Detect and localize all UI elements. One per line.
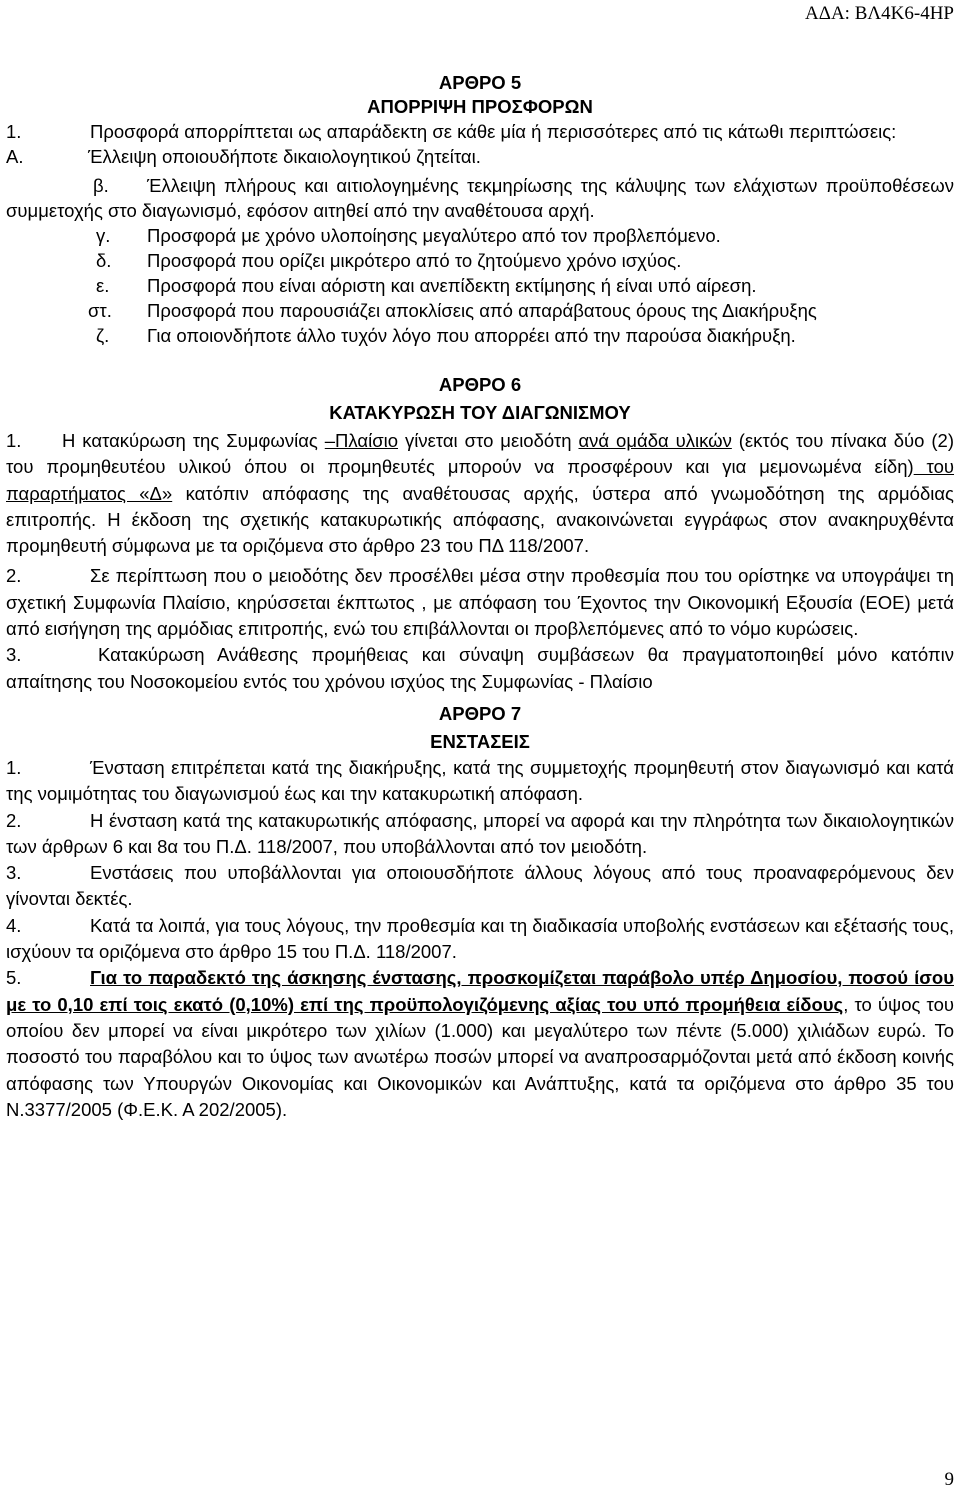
paragraph-number: 1. bbox=[6, 756, 22, 778]
item-label: β. bbox=[93, 175, 109, 196]
article-5-intro-text: Προσφορά απορρίπτεται ως απαράδεκτη σε κάθε μία ή περισσότερες από τις κάτωθι περιπτώσεις: bbox=[90, 121, 897, 142]
paragraph-number: 2. bbox=[6, 565, 22, 587]
article-7-title: ΕΝΣΤΑΣΕΙΣ bbox=[430, 730, 530, 752]
article-6-title: ΚΑΤΑΚΥΡΩΣΗ ΤΟΥ ΔΙΑΓΩΝΙΣΜΟΥ bbox=[329, 402, 631, 423]
article-5 bbox=[6, 71, 954, 348]
item-label: στ. bbox=[88, 300, 112, 321]
article-7-paragraph-2: 2. Η ένσταση κατά της κατακυρωτικής απόφασης, μπορεί να αφορά και την πληρότητα των δικαιολογητικών των άρθρων 6 και 8α του Π.Δ. 118/2007, που υποβάλλονται από τον μειοδότη. bbox=[6, 809, 954, 857]
item-text: Έλλειψη οποιουδήποτε δικαιολογητικού ζητείται. bbox=[88, 146, 481, 167]
ada-header: ΑΔΑ: ΒΛ4Κ6-4ΗΡ bbox=[805, 3, 954, 24]
article-6-paragraph-2: 2. Σε περίπτωση που ο μειοδότης δεν προσέλθει μέσα στην προθεσμία που του ορίστηκε να υπογράψει τη σχετική Συμφωνία Πλαίσιο, κηρύσσεται έκπτωτος , με απόφαση του Έχοντος την Οικονομική Εξουσία (ΕΟΕ) μετά από εισήγηση της αρμόδιας επιτροπής, ενώ του επιβάλλονται οι προβλεπόμενες από το νόμο κυρώσεις. bbox=[6, 565, 954, 640]
article-7 bbox=[6, 699, 954, 1123]
paragraph-number: 5. bbox=[6, 967, 22, 989]
item-label: ε. bbox=[96, 275, 110, 296]
article-5-item-e bbox=[6, 273, 954, 298]
article-6 bbox=[6, 372, 954, 695]
article-5-item-st bbox=[6, 298, 954, 323]
article-5-title: ΑΠΟΡΡΙΨΗ ΠΡΟΣΦΟΡΩΝ bbox=[367, 96, 593, 117]
item-label: Α. bbox=[6, 146, 24, 167]
paragraph-number: 4. bbox=[6, 914, 22, 936]
paragraph-number: 3. bbox=[6, 862, 22, 884]
document-body bbox=[6, 71, 954, 1123]
article-6-paragraph-1: 1. Η κατακύρωση της Συμφωνίας –Πλαίσιο γίνεται στο μειοδότη ανά ομάδα υλικών (εκτός του πίνακα δύο (2) του προμηθευτέου υλικού όπου οι προμηθευτές μπορούν να προσφέρουν και για μεμονωμένα είδη) του παραρτήματος «Δ» κατόπιν απόφασης της αναθέτουσας αρχής, ύστερα από γνωμοδότηση της αρμόδιας επιτροπής. Η έκδοση της σχετικής κατακυρωτικής απόφασης, ανακοινώνεται εγγράφως στον ανακηρυχθέντα προμηθευτή σύμφωνα με τα οριζόμενα στο άρθρο 23 του ΠΔ 118/2007. bbox=[6, 430, 955, 557]
article-5-intro-number: 1. bbox=[6, 121, 22, 142]
article-5-item-d bbox=[6, 248, 954, 273]
article-7-heading: ΑΡΘΡΟ 7 bbox=[438, 702, 522, 724]
article-7-paragraph-1: 1. Ένσταση επιτρέπεται κατά της διακήρυξης, κατά της συμμετοχής προμηθευτή στον διαγωνισμό και κατά της νομιμότητας του διαγωνισμού έως και την κατακυρωτική απόφαση. bbox=[6, 756, 954, 805]
article-5-intro bbox=[6, 119, 954, 144]
paragraph-number: 3. bbox=[6, 644, 22, 666]
article-5-item-z bbox=[6, 323, 954, 348]
article-6-heading: ΑΡΘΡΟ 6 bbox=[438, 374, 522, 395]
page-number: 9 bbox=[944, 1469, 954, 1490]
item-label: γ. bbox=[96, 225, 111, 246]
item-label: δ. bbox=[96, 250, 112, 271]
article-5-item-c bbox=[6, 223, 954, 248]
item-text: Προσφορά που παρουσιάζει αποκλίσεις από απαράβατους όρους της Διακήρυξης bbox=[147, 300, 817, 321]
item-text: Προσφορά που ορίζει μικρότερο από το ζητούμενο χρόνο ισχύος. bbox=[147, 250, 682, 271]
paragraph-number: 1. bbox=[6, 430, 22, 451]
article-7-paragraph-4: 4. Κατά τα λοιπά, για τους λόγους, την προθεσμία και τη διαδικασία υποβολής ενστάσεων και εξέτασής τους, ισχύουν τα οριζόμενα στο άρθρο 15 του Π.Δ. 118/2007. bbox=[6, 914, 954, 963]
article-7-paragraph-5: 5. Για το παραδεκτό της άσκησης ένστασης, προσκομίζεται παράβολο υπέρ Δημοσίου, ποσού ίσου με το 0,10 επί τοις εκατό (0,10%) επί της προϋπολογιζόμενης αξίας του υπό προμήθεια είδους, το ύψος του οποίου δεν μπορεί να είναι μικρότερο των χιλίων (1.000) και μεγαλύτερο των πέντε (5.000) χιλιάδων ευρώ. Το ποσοστό του παραβόλου και το ύψος των ανωτέρω ποσών μπορεί να αναπροσαρμόζονται μετά από έκδοση κοινής απόφασης των Υπουργών Οικονομίας και Οικονομικών και Ανάπτυξης, κατά τα οριζόμενα στο άρθρο 35 του Ν.3377/2005 (Φ.Ε.Κ. Α 202/2005). bbox=[6, 967, 954, 1120]
article-6-paragraph-3: 3. Κατακύρωση Ανάθεσης προμήθειας και σύναψη συμβάσεων θα πραγματοποιηθεί μόνο κατόπιν απαίτησης του Νοσοκομείου εντός του χρόνου ισχύος της Συμφωνίας - Πλαίσιο bbox=[6, 644, 954, 692]
article-5-heading: ΑΡΘΡΟ 5 bbox=[438, 72, 522, 93]
item-text: Προσφορά με χρόνο υλοποίησης μεγαλύτερο από τον προβλεπόμενο. bbox=[147, 225, 721, 246]
article-5-item-b bbox=[6, 173, 954, 223]
item-label: ζ. bbox=[96, 325, 110, 346]
article-7-paragraph-3: 3. Ενστάσεις που υποβάλλονται για οποιουσδήποτε άλλους λόγους από τους προαναφερόμενους δεν γίνονται δεκτές. bbox=[6, 862, 954, 910]
paragraph-number: 2. bbox=[6, 809, 22, 831]
item-text: Προσφορά που είναι αόριστη και ανεπίδεκτη εκτίμησης ή είναι υπό αίρεση. bbox=[147, 275, 757, 296]
item-text: Έλλειψη πλήρους και αιτιολογημένης τεκμηρίωσης της κάλυψης των ελάχιστων προϋποθέσεων συμμετοχής στο διαγωνισμό, εφόσον αιτηθεί από την αναθέτουσα αρχή. bbox=[6, 175, 954, 221]
article-5-item-a bbox=[6, 144, 954, 169]
item-text: Για οποιονδήποτε άλλο τυχόν λόγο που απορρέει από την παρούσα διακήρυξη. bbox=[147, 325, 796, 346]
